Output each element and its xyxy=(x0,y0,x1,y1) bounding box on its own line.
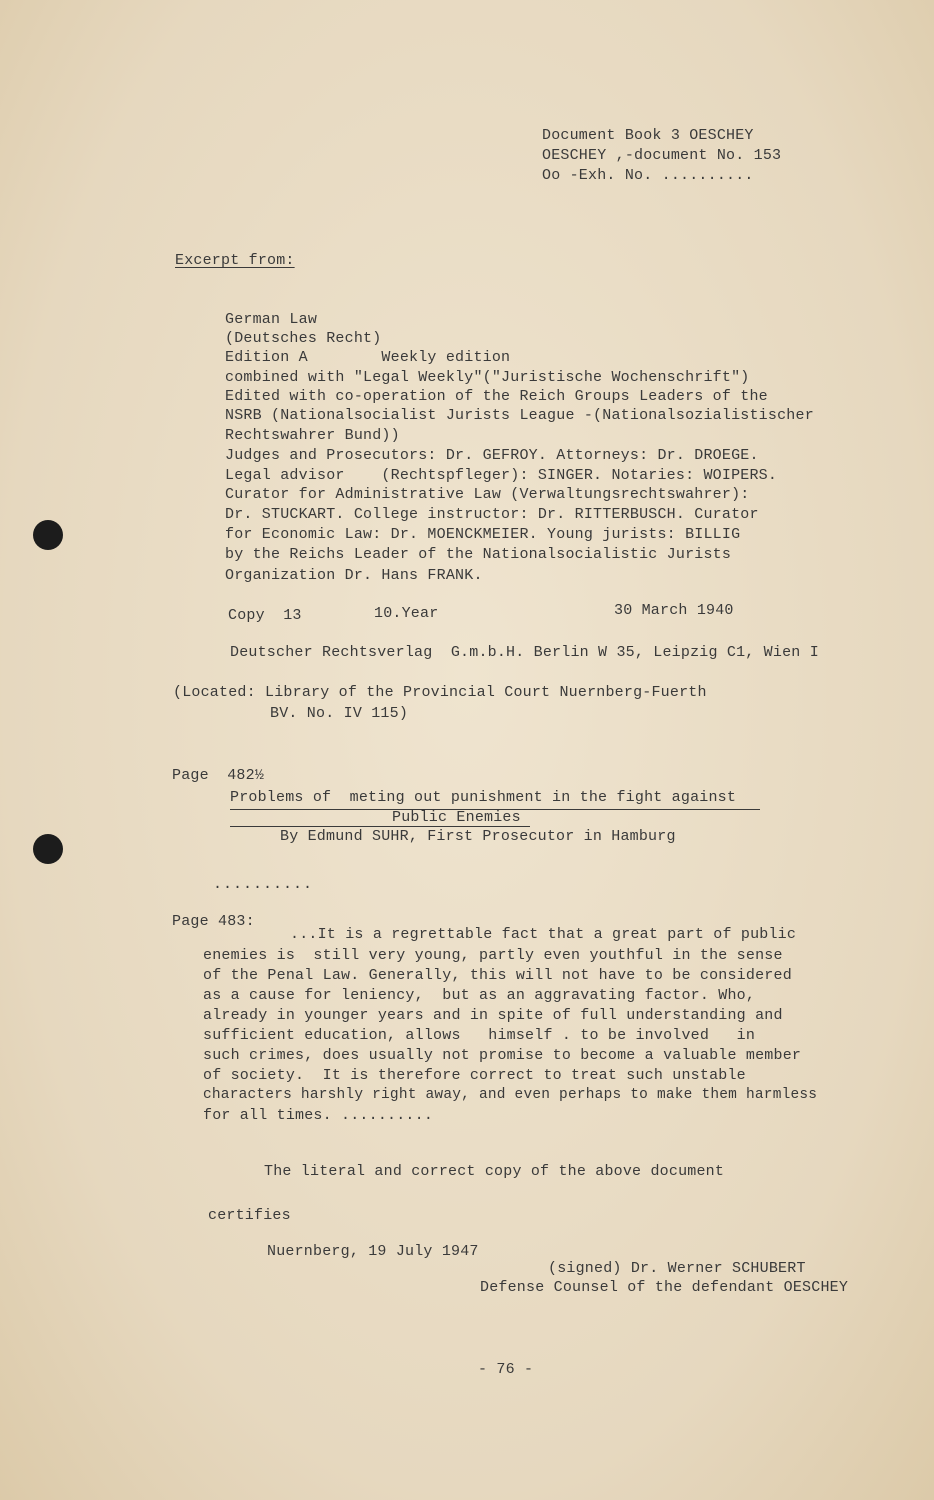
quote-line: for all times. .......... xyxy=(203,1107,434,1124)
header-exhibit-number: Oo -Exh. No. .......... xyxy=(542,167,754,184)
header-doc-book: Document Book 3 OESCHEY xyxy=(542,127,754,144)
article-title-line2: Public Enemies xyxy=(392,809,521,826)
source-line: Legal advisor (Rechtspfleger): SINGER. Notaries: WOIPERS. xyxy=(225,467,778,484)
source-line: Edited with co-operation of the Reich Groups Leaders of the xyxy=(225,388,768,405)
signature-line: (signed) Dr. Werner SCHUBERT xyxy=(548,1260,806,1277)
quote-line: enemies is still very young, partly even youthful in the sense xyxy=(203,947,783,964)
location-line: (Located: Library of the Provincial Court Nuernberg-Fuerth xyxy=(173,684,707,701)
source-line: combined with "Legal Weekly"("Juristische Wochenschrift") xyxy=(225,369,750,386)
quote-line: such crimes, does usually not promise to become a valuable member xyxy=(203,1047,802,1064)
header-doc-number: OESCHEY ,-document No. 153 xyxy=(542,147,782,164)
quote-line: already in younger years and in spite of full understanding and xyxy=(203,1007,783,1024)
copy-number: Copy 13 xyxy=(228,607,302,624)
source-line: German Law xyxy=(225,311,318,328)
excerpt-label: Excerpt from: xyxy=(175,252,295,269)
certification-statement: The literal and correct copy of the above document xyxy=(264,1163,725,1180)
source-line: Edition A Weekly edition xyxy=(225,349,511,366)
page-number: - 76 - xyxy=(478,1361,534,1378)
source-line: Judges and Prosecutors: Dr. GEFROY. Attorneys: Dr. DROEGE. xyxy=(225,447,759,464)
ellipsis-separator: .......... xyxy=(213,876,314,893)
quote-line: of society. It is therefore correct to treat such unstable xyxy=(203,1067,746,1084)
source-line: Dr. STUCKART. College instructor: Dr. RITTERBUSCH. Curator xyxy=(225,506,759,523)
quote-line: as a cause for leniency, but as an aggravating factor. Who, xyxy=(203,987,756,1004)
quote-line: ...It is a regrettable fact that a great part of public xyxy=(290,926,797,943)
source-line: NSRB (Nationalsocialist Jurists League -(Nationalsozialistischer xyxy=(225,407,814,424)
copy-year: 10.Year xyxy=(374,605,439,622)
quote-line: characters harshly right away, and even perhaps to make them harmless xyxy=(203,1087,818,1103)
article-byline: By Edmund SUHR, First Prosecutor in Hamburg xyxy=(280,828,676,845)
article-title: Problems of meting out punishment in the fight against xyxy=(230,789,737,806)
source-line: Rechtswahrer Bund)) xyxy=(225,427,400,444)
certification-place-date: Nuernberg, 19 July 1947 xyxy=(267,1243,479,1260)
source-line: Organization Dr. Hans FRANK. xyxy=(225,567,483,584)
quote-line: sufficient education, allows himself . to be involved in xyxy=(203,1027,756,1044)
source-line: Curator for Administrative Law (Verwaltungsrechtswahrer): xyxy=(225,486,750,503)
source-line: (Deutsches Recht) xyxy=(225,330,382,347)
page-reference: Page 482½ xyxy=(172,767,265,784)
quote-line: of the Penal Law. Generally, this will not have to be considered xyxy=(203,967,792,984)
publisher: Deutscher Rechtsverlag G.m.b.H. Berlin W 35, Leipzig C1, Wien I xyxy=(230,644,819,661)
page-reference: Page 483: xyxy=(172,913,255,930)
location-line: BV. No. IV 115) xyxy=(270,705,409,722)
source-line: by the Reichs Leader of the Nationalsocialistic Jurists xyxy=(225,546,732,563)
copy-date: 30 March 1940 xyxy=(614,602,734,619)
certification-certifies: certifies xyxy=(208,1207,291,1224)
punch-hole-icon xyxy=(33,520,63,550)
punch-hole-icon xyxy=(33,834,63,864)
signer-role: Defense Counsel of the defendant OESCHEY xyxy=(480,1279,849,1296)
source-line: for Economic Law: Dr. MOENCKMEIER. Young jurists: BILLIG xyxy=(225,526,741,543)
